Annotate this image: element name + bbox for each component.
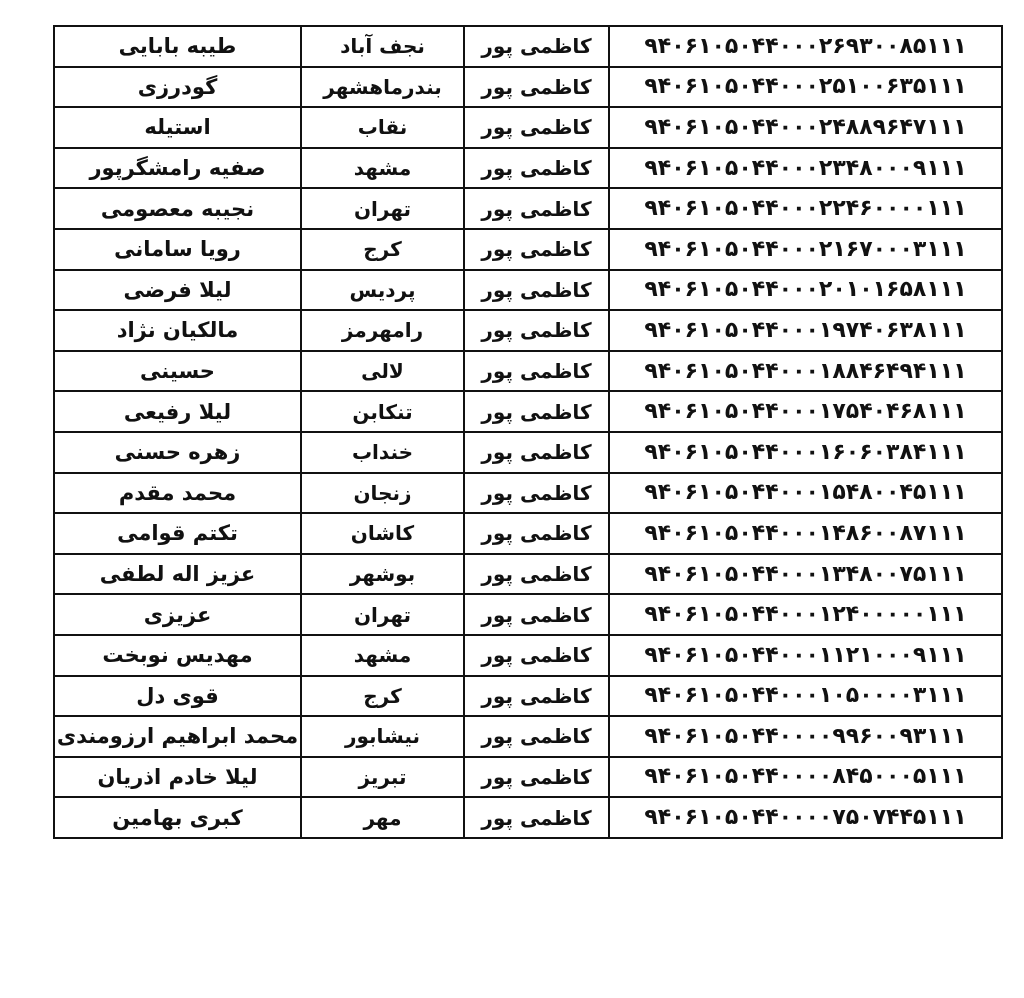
surname-cell: کاظمی پور <box>464 432 609 473</box>
city-cell: بندرماهشهر <box>301 67 464 108</box>
city-cell: کرج <box>301 676 464 717</box>
city-cell: نقاب <box>301 107 464 148</box>
city-cell: بوشهر <box>301 554 464 595</box>
city-cell: تبریز <box>301 757 464 798</box>
table-row <box>54 148 1002 189</box>
table-row <box>54 594 1002 635</box>
tracking-code-cell: ۹۴۰۶۱۰۵۰۴۴۰۰۰۰۷۵۰۷۴۴۵۱۱۱ <box>609 797 1002 838</box>
recipient-name-cell: نجیبه معصومی <box>54 188 301 229</box>
city-cell: تنکابن <box>301 391 464 432</box>
surname-cell: کاظمی پور <box>464 148 609 189</box>
surname-cell: کاظمی پور <box>464 229 609 270</box>
recipient-name-cell: حسینی <box>54 351 301 392</box>
surname-cell: کاظمی پور <box>464 310 609 351</box>
table-row <box>54 513 1002 554</box>
surname-cell: کاظمی پور <box>464 473 609 514</box>
table-row <box>54 716 1002 757</box>
tracking-code-cell: ۹۴۰۶۱۰۵۰۴۴۰۰۰۲۱۶۷۰۰۰۳۱۱۱ <box>609 229 1002 270</box>
surname-cell: کاظمی پور <box>464 391 609 432</box>
city-cell: تهران <box>301 188 464 229</box>
tracking-code-cell: ۹۴۰۶۱۰۵۰۴۴۰۰۰۱۲۴۰۰۰۰۰۱۱۱ <box>609 594 1002 635</box>
recipient-name-cell: قوی دل <box>54 676 301 717</box>
tracking-code-cell: ۹۴۰۶۱۰۵۰۴۴۰۰۰۲۴۸۸۹۶۴۷۱۱۱ <box>609 107 1002 148</box>
surname-cell: کاظمی پور <box>464 26 609 67</box>
recipient-name-cell: عزیزی <box>54 594 301 635</box>
table-row <box>54 473 1002 514</box>
recipient-name-cell: رویا سامانی <box>54 229 301 270</box>
tracking-code-cell: ۹۴۰۶۱۰۵۰۴۴۰۰۰۲۵۱۰۰۶۳۵۱۱۱ <box>609 67 1002 108</box>
recipient-name-cell: تکتم قوامی <box>54 513 301 554</box>
recipient-name-cell: لیلا خادم اذریان <box>54 757 301 798</box>
surname-cell: کاظمی پور <box>464 676 609 717</box>
table-row <box>54 351 1002 392</box>
recipient-name-cell: استیله <box>54 107 301 148</box>
document-sheet <box>53 25 993 839</box>
city-cell: تهران <box>301 594 464 635</box>
city-cell: خنداب <box>301 432 464 473</box>
records-table-body <box>54 26 1002 838</box>
tracking-code-cell: ۹۴۰۶۱۰۵۰۴۴۰۰۰۰۹۹۶۰۰۹۳۱۱۱ <box>609 716 1002 757</box>
surname-cell: کاظمی پور <box>464 797 609 838</box>
recipient-name-cell: زهره حسنی <box>54 432 301 473</box>
recipient-name-cell: محمد ابراهیم ارزومندی <box>54 716 301 757</box>
table-row <box>54 26 1002 67</box>
tracking-code-cell: ۹۴۰۶۱۰۵۰۴۴۰۰۰۲۶۹۳۰۰۸۵۱۱۱ <box>609 26 1002 67</box>
tracking-code-cell: ۹۴۰۶۱۰۵۰۴۴۰۰۰۱۴۸۶۰۰۸۷۱۱۱ <box>609 513 1002 554</box>
city-cell: زنجان <box>301 473 464 514</box>
recipient-name-cell: طیبه بابایی <box>54 26 301 67</box>
table-row <box>54 188 1002 229</box>
tracking-code-cell: ۹۴۰۶۱۰۵۰۴۴۰۰۰۱۸۸۴۶۴۹۴۱۱۱ <box>609 351 1002 392</box>
tracking-code-cell: ۹۴۰۶۱۰۵۰۴۴۰۰۰۲۳۴۸۰۰۰۹۱۱۱ <box>609 148 1002 189</box>
recipient-name-cell: لیلا رفیعی <box>54 391 301 432</box>
table-row <box>54 676 1002 717</box>
city-cell: پردیس <box>301 270 464 311</box>
surname-cell: کاظمی پور <box>464 594 609 635</box>
city-cell: کاشان <box>301 513 464 554</box>
city-cell: نجف آباد <box>301 26 464 67</box>
recipient-name-cell: مالکیان نژاد <box>54 310 301 351</box>
surname-cell: کاظمی پور <box>464 67 609 108</box>
recipient-name-cell: عزیز اله لطفی <box>54 554 301 595</box>
tracking-code-cell: ۹۴۰۶۱۰۵۰۴۴۰۰۰۱۳۴۸۰۰۷۵۱۱۱ <box>609 554 1002 595</box>
recipient-name-cell: گودرزی <box>54 67 301 108</box>
table-row <box>54 797 1002 838</box>
surname-cell: کاظمی پور <box>464 513 609 554</box>
tracking-code-cell: ۹۴۰۶۱۰۵۰۴۴۰۰۰۱۱۲۱۰۰۰۹۱۱۱ <box>609 635 1002 676</box>
table-row <box>54 635 1002 676</box>
table-row <box>54 554 1002 595</box>
table-row <box>54 757 1002 798</box>
table-row <box>54 107 1002 148</box>
table-row <box>54 229 1002 270</box>
city-cell: مشهد <box>301 148 464 189</box>
surname-cell: کاظمی پور <box>464 757 609 798</box>
tracking-code-cell: ۹۴۰۶۱۰۵۰۴۴۰۰۰۱۰۵۰۰۰۰۳۱۱۱ <box>609 676 1002 717</box>
tracking-code-cell: ۹۴۰۶۱۰۵۰۴۴۰۰۰۰۸۴۵۰۰۰۵۱۱۱ <box>609 757 1002 798</box>
tracking-code-cell: ۹۴۰۶۱۰۵۰۴۴۰۰۰۱۹۷۴۰۶۳۸۱۱۱ <box>609 310 1002 351</box>
tracking-code-cell: ۹۴۰۶۱۰۵۰۴۴۰۰۰۱۶۰۶۰۳۸۴۱۱۱ <box>609 432 1002 473</box>
recipient-name-cell: لیلا فرضی <box>54 270 301 311</box>
tracking-code-cell: ۹۴۰۶۱۰۵۰۴۴۰۰۰۲۲۴۶۰۰۰۰۱۱۱ <box>609 188 1002 229</box>
surname-cell: کاظمی پور <box>464 635 609 676</box>
city-cell: مشهد <box>301 635 464 676</box>
surname-cell: کاظمی پور <box>464 351 609 392</box>
recipient-name-cell: مهدیس نوبخت <box>54 635 301 676</box>
surname-cell: کاظمی پور <box>464 554 609 595</box>
table-row <box>54 432 1002 473</box>
city-cell: نیشابور <box>301 716 464 757</box>
recipient-name-cell: صفیه رامشگرپور <box>54 148 301 189</box>
city-cell: مهر <box>301 797 464 838</box>
table-row <box>54 391 1002 432</box>
surname-cell: کاظمی پور <box>464 716 609 757</box>
tracking-code-cell: ۹۴۰۶۱۰۵۰۴۴۰۰۰۲۰۱۰۱۶۵۸۱۱۱ <box>609 270 1002 311</box>
surname-cell: کاظمی پور <box>464 107 609 148</box>
city-cell: رامهرمز <box>301 310 464 351</box>
recipient-name-cell: محمد مقدم <box>54 473 301 514</box>
surname-cell: کاظمی پور <box>464 270 609 311</box>
records-table <box>53 25 1003 839</box>
surname-cell: کاظمی پور <box>464 188 609 229</box>
table-row <box>54 310 1002 351</box>
tracking-code-cell: ۹۴۰۶۱۰۵۰۴۴۰۰۰۱۷۵۴۰۴۶۸۱۱۱ <box>609 391 1002 432</box>
recipient-name-cell: کبری بهامین <box>54 797 301 838</box>
table-row <box>54 270 1002 311</box>
city-cell: لالی <box>301 351 464 392</box>
tracking-code-cell: ۹۴۰۶۱۰۵۰۴۴۰۰۰۱۵۴۸۰۰۴۵۱۱۱ <box>609 473 1002 514</box>
city-cell: کرج <box>301 229 464 270</box>
table-row <box>54 67 1002 108</box>
